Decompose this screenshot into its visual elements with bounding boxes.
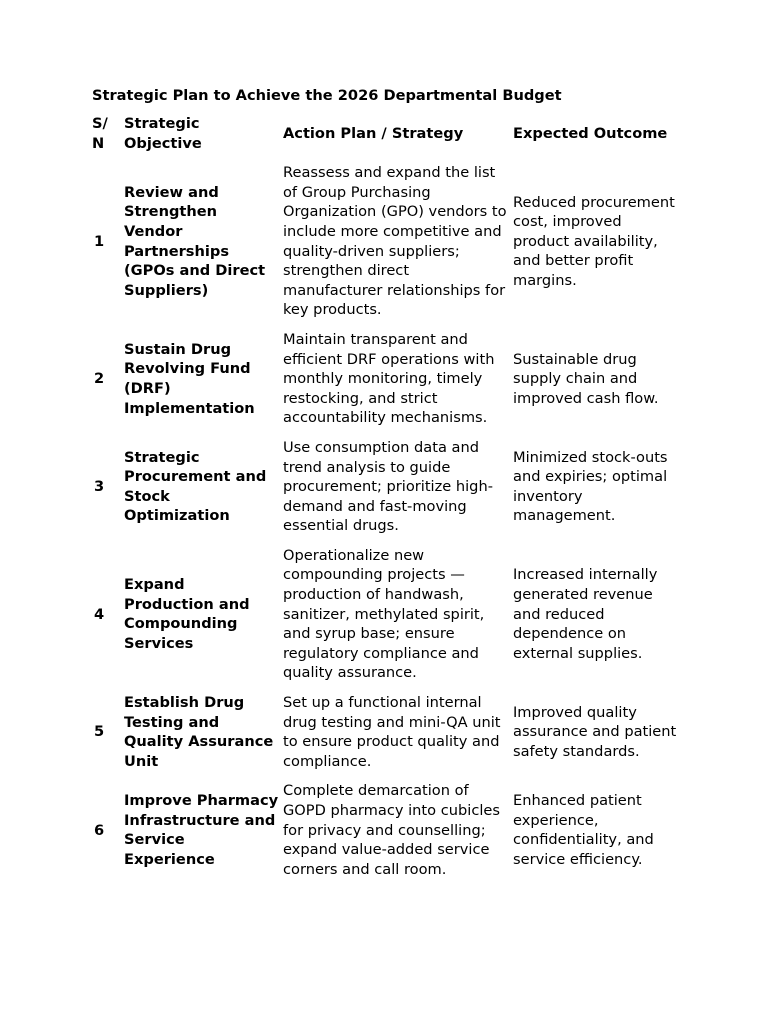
row-action: Set up a functional internal drug testing and mini-QA unit to ensure product quality and compliance.: [283, 694, 501, 770]
table-row: [92, 330, 682, 438]
row-action: Use consumption data and trend analysis to guide procurement; prioritize high-demand and fast-moving essential drugs.: [283, 438, 493, 535]
row-sn: 6: [94, 821, 105, 839]
row-action: Operationalize new compounding projects — production of handwash, sanitizer, methylated spirit, and syrup base; ensure regulatory compliance and quality assurance.: [283, 546, 485, 682]
table-row: [92, 438, 682, 546]
row-outcome: Increased internally generated revenue and reduced dependence on external supplies.: [513, 566, 658, 662]
row-action: Reassess and expand the list of Group Purchasing Organization (GPO) vendors to include more competitive and quality-driven suppliers; strengthen direct manufacturer relationships for key products.: [283, 164, 507, 319]
row-action: Complete demarcation of GOPD pharmacy into cubicles for privacy and counselling; expand value-added service corners and call room.: [283, 782, 500, 878]
row-sn: 2: [94, 370, 105, 388]
row-outcome: Sustainable drug supply chain and improved cash flow.: [513, 350, 659, 407]
header-sn: S/ N: [92, 115, 108, 152]
row-objective: Sustain Drug Revolving Fund (DRF) Implementation: [124, 340, 255, 417]
header-objective: Strategic Objective: [124, 115, 202, 152]
row-outcome: Improved quality assurance and patient safety standards.: [513, 703, 677, 761]
row-action: Maintain transparent and efficient DRF operations with monthly monitoring, timely restocking, and strict accountability mechanisms.: [283, 330, 495, 427]
row-objective: Expand Production and Compounding Services: [124, 576, 250, 653]
row-sn: 1: [94, 232, 105, 250]
header-action: Action Plan / Strategy: [283, 124, 464, 142]
row-sn: 4: [94, 605, 105, 623]
table-row: [92, 163, 682, 330]
table-header-row: [92, 114, 682, 163]
row-outcome: Enhanced patient experience, confidentiality, and service efficiency.: [513, 792, 654, 868]
table-row: [92, 546, 682, 693]
row-sn: 3: [94, 478, 105, 496]
table-row: [92, 781, 682, 889]
row-objective: Improve Pharmacy Infrastructure and Service Experience: [124, 792, 279, 868]
table-row: [92, 693, 682, 781]
row-objective: Review and Strengthen Vendor Partnerships (GPOs and Direct Suppliers): [124, 183, 266, 299]
row-objective: Strategic Procurement and Stock Optimization: [124, 448, 267, 525]
strategic-plan-table: [92, 114, 682, 889]
row-sn: 5: [94, 723, 105, 741]
header-outcome: Expected Outcome: [513, 124, 668, 142]
row-outcome: Reduced procurement cost, improved product availability, and better profit margins.: [513, 193, 675, 289]
document-title: Strategic Plan to Achieve the 2026 Departmental Budget: [92, 87, 562, 104]
document-page: [92, 86, 682, 889]
row-outcome: Minimized stock-outs and expiries; optimal inventory management.: [513, 448, 668, 525]
row-objective: Establish Drug Testing and Quality Assurance Unit: [124, 694, 274, 770]
